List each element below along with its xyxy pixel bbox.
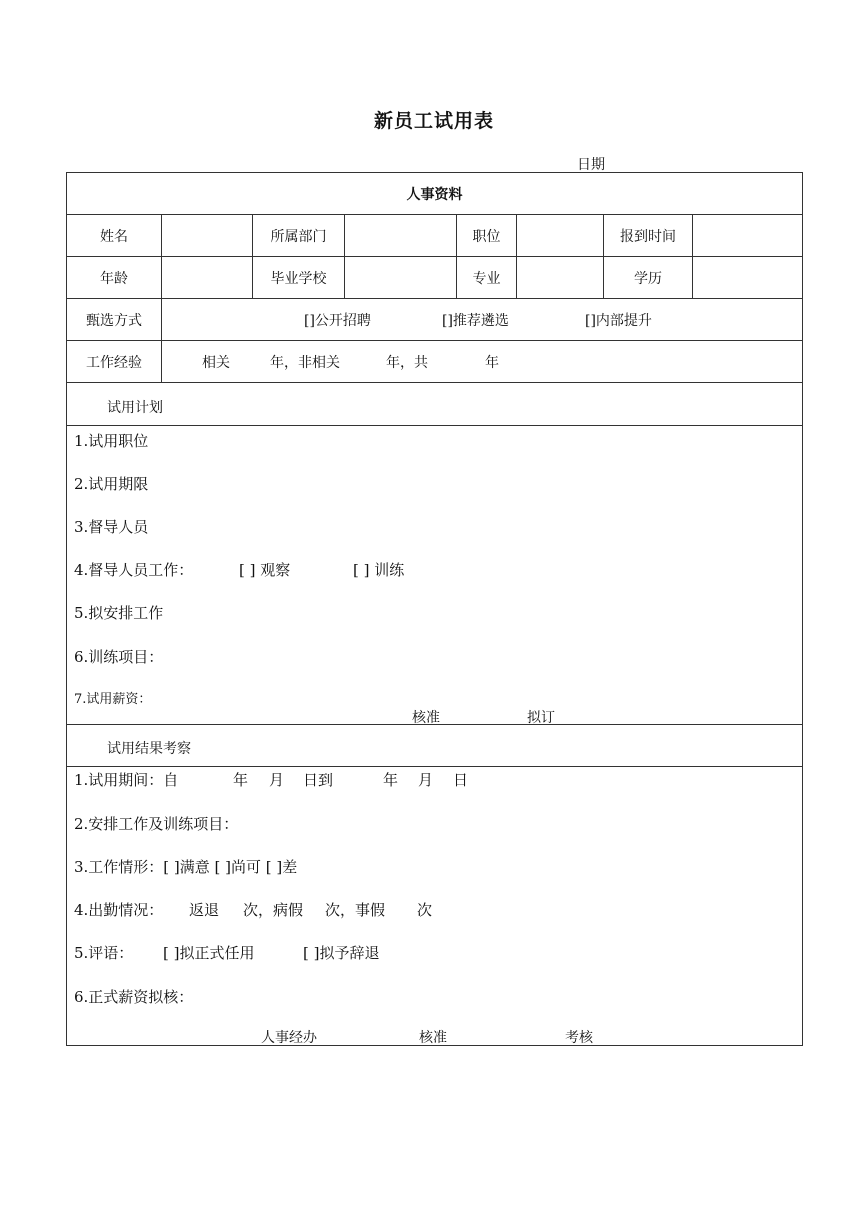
result-sign-approve: 核准: [419, 1030, 447, 1046]
result-heading: 试用结果考察: [107, 741, 191, 757]
comment-option-hire[interactable]: [ ]拟正式任用: [163, 944, 255, 962]
plan-item-position: 1.试用职位: [74, 432, 149, 450]
supervision-option-observe[interactable]: [ ] 观察: [239, 561, 291, 579]
plan-item-period: 2.试用期限: [74, 475, 149, 493]
result-period-month1: 月: [269, 771, 285, 789]
result-period-day2: 日: [453, 771, 469, 789]
result-items: [67, 767, 802, 1045]
result-sign-hr: 人事经办: [261, 1030, 317, 1046]
name-field[interactable]: [162, 215, 253, 256]
result-period-year1: 年: [233, 771, 249, 789]
experience-value: [162, 341, 802, 382]
experience-row: [67, 341, 802, 383]
major-label: 专业: [457, 257, 517, 298]
plan-heading-row: [67, 383, 802, 426]
experience-unrelated: 年，非相关: [270, 354, 340, 371]
selection-options: [162, 299, 802, 340]
result-sign-review: 考核: [565, 1030, 593, 1046]
experience-related: 相关: [202, 354, 230, 371]
date-label: 日期: [577, 157, 605, 173]
school-field[interactable]: [345, 257, 457, 298]
result-item-work-training: 2.安排工作及训练项目：: [74, 815, 239, 833]
age-field[interactable]: [162, 257, 253, 298]
dept-label: 所属部门: [253, 215, 345, 256]
personnel-heading: 人事资料: [406, 186, 463, 203]
personnel-heading-row: [67, 173, 802, 215]
education-field[interactable]: [693, 257, 802, 298]
plan-item-work: 5.拟安排工作: [74, 604, 164, 622]
personnel-row-2: [67, 257, 802, 299]
education-label: 学历: [604, 257, 693, 298]
plan-sign-approve: 核准: [412, 710, 440, 726]
result-item-salary: 6.正式薪资拟核：: [74, 988, 194, 1006]
name-label: 姓名: [67, 215, 162, 256]
personnel-row-1: [67, 215, 802, 257]
result-attendance-count: 次: [417, 901, 433, 919]
dept-field[interactable]: [345, 215, 457, 256]
result-heading-row: [67, 725, 802, 767]
report-field[interactable]: [693, 215, 802, 256]
trial-form: [66, 172, 803, 1046]
result-attendance-sick: 次，病假: [243, 901, 304, 919]
experience-total: 年，共: [386, 354, 428, 371]
experience-year: 年: [485, 354, 499, 371]
position-label: 职位: [457, 215, 517, 256]
plan-heading: 试用计划: [107, 400, 163, 416]
result-attendance-late: 返退: [189, 901, 220, 919]
result-item-performance: 3.工作情形：[ ]满意 [ ]尚可 [ ]差: [74, 858, 298, 876]
result-attendance-personal: 次，事假: [325, 901, 386, 919]
selection-label: 甄选方式: [67, 299, 162, 340]
result-period-to: 日到: [303, 771, 334, 789]
plan-item-training: 6.训练项目：: [74, 648, 164, 666]
school-label: 毕业学校: [253, 257, 345, 298]
comment-option-dismiss[interactable]: [ ]拟予辞退: [303, 944, 380, 962]
plan-items: [67, 426, 802, 725]
report-label: 报到时间: [604, 215, 693, 256]
result-period-year2: 年: [383, 771, 399, 789]
selection-option-internal[interactable]: []内部提升: [585, 312, 652, 329]
age-label: 年龄: [67, 257, 162, 298]
result-period-start: 1.试用期间：自: [74, 771, 179, 789]
result-comment-label: 5.评语：: [74, 944, 134, 962]
selection-option-public[interactable]: []公开招聘: [304, 312, 371, 329]
major-field[interactable]: [517, 257, 604, 298]
page-title: 新员工试用表: [373, 110, 494, 132]
plan-item-salary: 7.试用薪资：: [74, 692, 152, 707]
result-period-month2: 月: [418, 771, 434, 789]
position-field[interactable]: [517, 215, 604, 256]
selection-row: [67, 299, 802, 341]
experience-label: 工作经验: [67, 341, 162, 382]
plan-item-supervision: 4.督导人员工作：: [74, 561, 194, 579]
selection-option-referral[interactable]: []推荐遴选: [442, 312, 509, 329]
plan-sign-draft: 拟订: [527, 710, 555, 726]
supervision-option-train[interactable]: [ ] 训练: [353, 561, 405, 579]
plan-item-supervisor: 3.督导人员: [74, 518, 149, 536]
result-attendance-label: 4.出勤情况：: [74, 901, 164, 919]
